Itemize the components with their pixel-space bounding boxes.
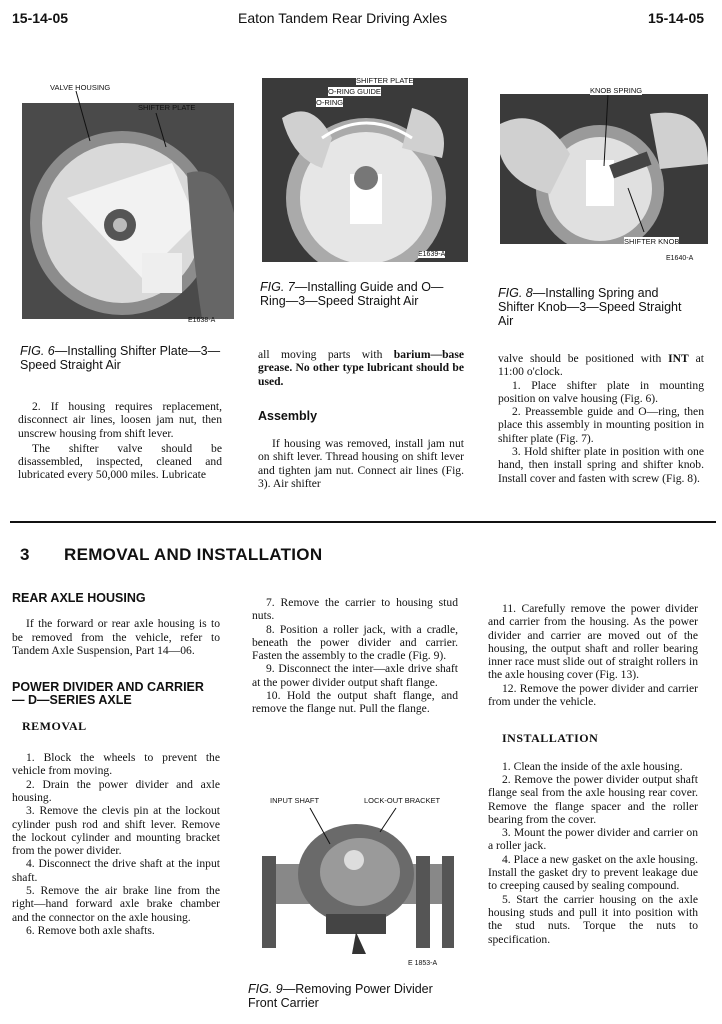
figure-9 <box>252 792 462 974</box>
paragraph: If housing was removed, install jam nut on shift lever. Thread housing on shift lever and tighten jam nut. Connect air lines (Fig. 3). Air shifter <box>258 437 464 491</box>
heading-assembly: Assembly <box>258 408 318 423</box>
figure-code: E1638-A <box>188 317 216 324</box>
figure-6-caption <box>20 344 230 372</box>
figure-number: FIG. 6 <box>20 344 55 358</box>
paragraph: all moving parts with barium—base grease. No other type lubricant should be used. <box>258 348 464 388</box>
label-lockout-bracket: LOCK-OUT BRACKET <box>364 796 441 805</box>
section-number: 3 <box>20 545 30 564</box>
paragraph: If the forward or rear axle housing is to be removed from the vehicle, refer to Tandem Axle Suspension, Part 14—06. <box>12 617 220 657</box>
figure-code: E1639-A <box>418 251 446 258</box>
step: 2. Remove the power divider output shaft flange seal from the axle housing rear cover. Remove the flange spacer and the roller bearing from the cover. <box>488 772 698 826</box>
column-3 <box>488 602 698 946</box>
figure-number: FIG. 9 <box>248 982 283 996</box>
step: 3. Remove the clevis pin at the lockout cylinder push rod and shift lever. Remove the lockout cylinder and mounting bracket from the power divider. <box>12 804 220 858</box>
page-number-left: 15-14-05 <box>12 10 69 26</box>
step: 2. Drain the power divider and axle housing. <box>12 777 220 804</box>
label-valve-housing: VALVE HOUSING <box>50 83 111 92</box>
column-1 <box>12 592 220 937</box>
section-divider <box>10 521 716 523</box>
figure-8-caption <box>498 286 698 328</box>
figure-7 <box>260 75 470 265</box>
page-number-right: 15-14-05 <box>648 10 705 26</box>
figure-code: E1640-A <box>666 255 694 262</box>
paragraph: 2. If housing requires replacement, disconnect air lines, loosen jam nut, then unscrew housing from shift lever. <box>18 400 222 440</box>
step: 7. Remove the carrier to housing stud nuts. <box>252 596 458 623</box>
step: 5. Start the carrier housing on the axle housing studs and pull it into position with the stud nuts. Torque the nuts to specification. <box>488 892 698 946</box>
label-knob-spring: KNOB SPRING <box>590 86 643 95</box>
label-oring-guide: O-RING GUIDE <box>328 87 381 96</box>
figure-number: FIG. 8 <box>498 286 533 300</box>
step: 4. Disconnect the drive shaft at the input shaft. <box>12 857 220 884</box>
top-column-3 <box>498 352 704 485</box>
heading-rear-axle-housing: REAR AXLE HOUSING <box>12 591 146 605</box>
top-column-2 <box>258 348 464 490</box>
caption-text: —Installing Shifter Plate—3—Speed Straight Air <box>20 344 221 372</box>
figure-7-photo <box>262 78 468 262</box>
section-title: REMOVAL AND INSTALLATION <box>64 545 323 564</box>
top-column-1 <box>18 400 222 482</box>
step: 1. Clean the inside of the axle housing. <box>502 759 683 773</box>
step: 3. Hold shifter plate in position with one hand, then install spring and shifter knob. Install cover and fasten with screw (Fig. 8). <box>498 445 704 485</box>
column-2 <box>252 596 458 716</box>
label-oring: O-RING <box>316 98 344 107</box>
step: 6. Remove both axle shafts. <box>26 923 155 937</box>
page-title: Eaton Tandem Rear Driving Axles <box>238 10 448 26</box>
label-shifter-plate: SHIFTER PLATE <box>356 76 414 85</box>
caption-text: —Installing Spring and Shifter Knob—3—Speed Straight Air <box>498 286 682 328</box>
heading-power-divider-series: — D—SERIES AXLE <box>12 693 132 708</box>
caption-text: —Removing Power Divider Front Carrier <box>248 982 433 1010</box>
figure-9-caption <box>248 982 458 1010</box>
label-shifter-knob: SHIFTER KNOB <box>624 237 680 246</box>
paragraph: The shifter valve should be disassembled, inspected, cleaned and lubricated every 50,000 miles. Lubricate <box>18 441 222 482</box>
step: 3. Mount the power divider and carrier on a roller jack. <box>488 826 698 853</box>
caption-text: —Installing Guide and O—Ring—3—Speed Straight Air <box>260 280 444 308</box>
step: 10. Hold the output shaft flange, and remove the flange nut. Pull the flange. <box>252 689 458 716</box>
step: 1. Block the wheels to prevent the vehicle from moving. <box>12 751 220 778</box>
figure-7-caption <box>260 280 460 308</box>
heading-power-divider: POWER DIVIDER AND CARRIER <box>12 680 204 695</box>
step: 5. Remove the air brake line from the right—hand forward axle brake chamber and the connector on the axle housing. <box>12 884 220 924</box>
heading-removal: REMOVAL <box>22 718 87 733</box>
step: 11. Carefully remove the power divider and carrier from the housing. As the power divider and carrier are moved out of the housing, the output shaft and roller bearing inner race must slide out of straight rollers in the axle housing cover (Fig. 13). <box>488 602 698 682</box>
heading-installation: INSTALLATION <box>502 731 599 746</box>
step: 4. Place a new gasket on the axle housing. Install the gasket dry to prevent leakage due to creeping caused by sealing compound. <box>488 852 698 893</box>
paragraph: valve should be positioned with INT at 11:00 o'clock. <box>498 352 704 379</box>
step: 2. Preassemble guide and O—ring, then place this assembly in mounting position in shifter plate (Fig. 7). <box>498 405 704 445</box>
figure-number: FIG. 7 <box>260 280 295 294</box>
figure-6 <box>16 75 236 331</box>
step: 9. Disconnect the inter—axle drive shaft at the power divider output shaft flange. <box>252 662 458 689</box>
step: 1. Place shifter plate in mounting position on valve housing (Fig. 6). <box>498 378 704 405</box>
label-input-shaft: INPUT SHAFT <box>270 796 320 805</box>
step: 8. Position a roller jack, with a cradle, beneath the power divider and carrier. Fasten the assembly to the cradle (Fig. 9). <box>252 622 458 663</box>
step: 12. Remove the power divider and carrier from under the vehicle. <box>488 681 698 709</box>
label-shifter-plate: SHIFTER PLATE <box>138 103 196 112</box>
figure-8 <box>496 80 712 266</box>
figure-code: E 1853-A <box>408 960 438 967</box>
